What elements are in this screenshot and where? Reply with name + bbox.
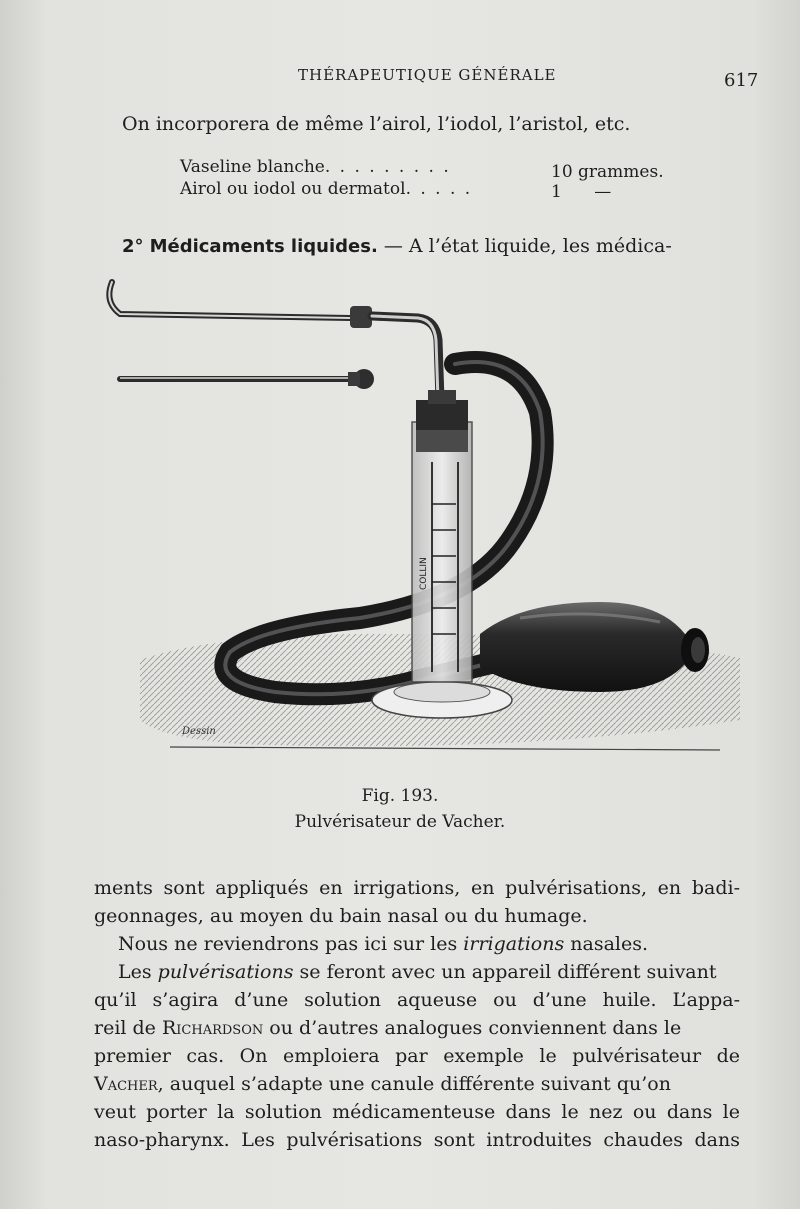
curved-cannula (109, 282, 350, 318)
formula-amount: 10 grammes. (551, 162, 664, 182)
formula-ingredient: Vaseline blanche (180, 157, 325, 177)
body-line: naso-pharynx. Les pulvérisations sont introduites chaudes dans (94, 1129, 740, 1151)
formula-row (180, 157, 451, 177)
formula-leader-dots: . . . . . (405, 179, 473, 199)
rubber-bulb (480, 602, 691, 692)
intro-line: On incorporera de même l’airol, l’iodol, l’aristol, etc. (122, 113, 631, 135)
section-number: 2° (122, 236, 144, 257)
italic-text: pulvérisations (157, 961, 294, 983)
small-caps-name: Richardson (161, 1017, 264, 1039)
italic-text: irrigations (463, 933, 565, 955)
body-line: ments sont appliqués en irrigations, en pulvérisations, en badi- (94, 877, 740, 899)
bottle-cap (416, 400, 468, 430)
body-line (118, 932, 648, 956)
header-title: THÉRAPEUTIQUE GÉNÉRALE (298, 66, 557, 84)
maker-label: COLLIN (419, 557, 429, 590)
body-line: veut porter la solution médicamenteuse dans le nez ou dans le (94, 1101, 740, 1123)
formula-ingredient: Airol ou iodol ou dermatol (180, 179, 406, 199)
running-header (0, 66, 800, 90)
small-caps-name: Vacher (94, 1073, 158, 1095)
text-run: Les (118, 961, 158, 983)
body-line (94, 1016, 681, 1040)
figure-caption: Pulvérisateur de Vacher. (294, 812, 506, 832)
body-line: qu’il s’agira d’une solution aqueuse ou d’une huile. L’appa- (94, 989, 740, 1011)
artist-signature: Dessin (182, 726, 216, 737)
text-run: , auquel s’adapte une canule différente suivant qu’on (157, 1073, 671, 1095)
body-line: premier cas. On emploiera par exemple le pulvérisateur de (94, 1045, 740, 1067)
page-number: 617 (724, 70, 759, 91)
formula-amount: 1 — (551, 182, 612, 202)
ground-line (170, 747, 720, 750)
text-run: nasales. (564, 933, 649, 955)
formula-leader-dots: . . . . . . . . . (324, 157, 451, 177)
text-run: ou d’autres analogues conviennent dans le (263, 1017, 682, 1039)
figure-number: Fig. 193. (361, 786, 439, 806)
body-line (94, 1072, 671, 1096)
text-run: reil de (94, 1017, 162, 1039)
nozzle-tube (372, 316, 440, 400)
text-run: se feront avec un appareil différent suivant (293, 961, 717, 983)
section-title: Médicaments liquides. (149, 236, 378, 257)
section-text: — A l’état liquide, les médica- (377, 235, 672, 257)
text-run: Nous ne reviendrons pas ici sur les (118, 933, 464, 955)
body-line: geonnages, au moyen du bain nasal ou du humage. (94, 905, 588, 927)
body-line (118, 960, 740, 984)
section-heading (122, 234, 672, 259)
formula-row (180, 179, 472, 199)
glass-cylinder (412, 422, 472, 682)
pulverizer-illustration (100, 272, 760, 762)
